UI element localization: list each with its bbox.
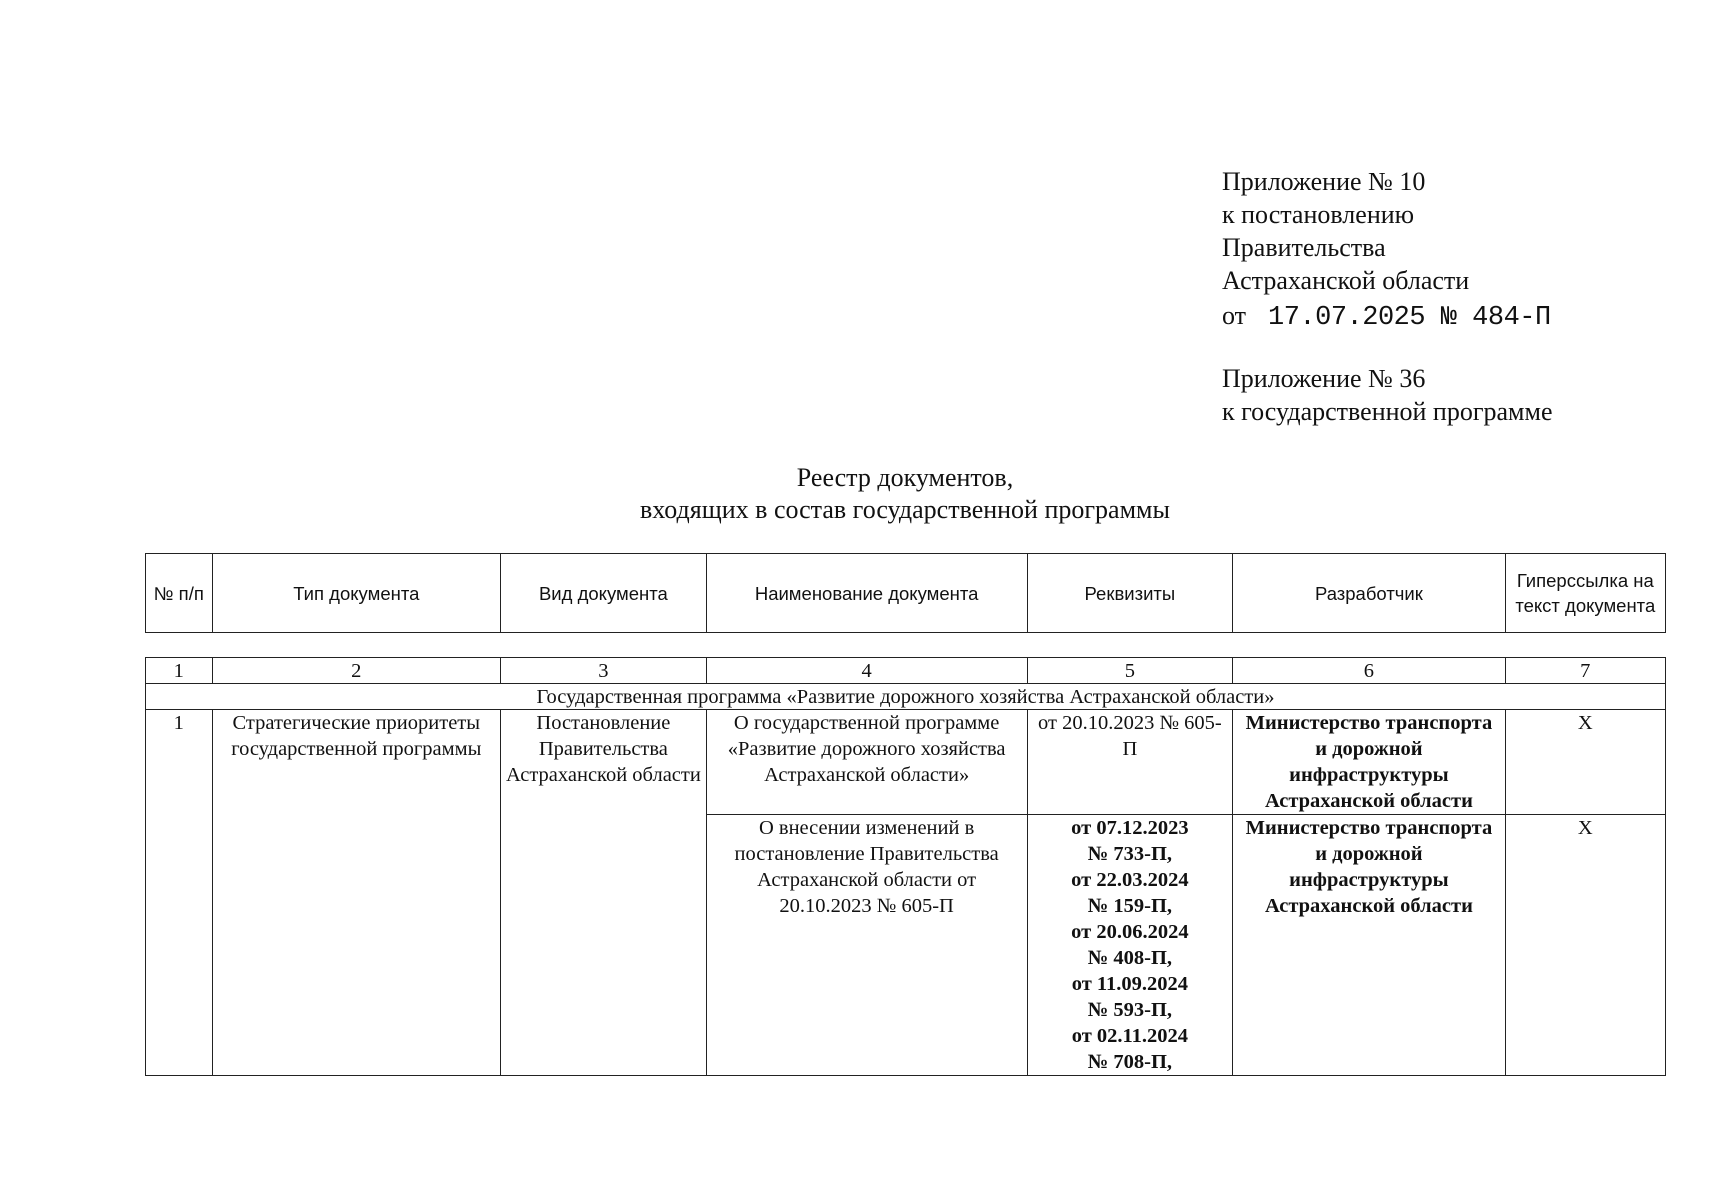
table-row	[146, 710, 1666, 815]
details-line: № 408-П,	[1087, 947, 1173, 969]
annex-line: к государственной программе	[1222, 397, 1553, 426]
column-number: 2	[212, 658, 500, 684]
section-row	[146, 684, 1666, 710]
column-number: 4	[706, 658, 1027, 684]
annex-program-block	[1222, 362, 1553, 428]
document-details	[1027, 815, 1233, 1076]
annex-line: Правительства	[1222, 233, 1386, 262]
annex-line: Приложение № 36	[1222, 364, 1426, 393]
section-title: Государственная программа «Развитие дорожного хозяйства Астраханской области»	[146, 684, 1666, 710]
document-developer: Министерство транспорта и дорожной инфраструктуры Астраханской области	[1233, 710, 1505, 815]
document-name: О государственной программе «Развитие дорожного хозяйства Астраханской области»	[706, 710, 1027, 815]
details-line: от 02.11.2024	[1071, 1025, 1189, 1047]
details-line: № 708-П,	[1087, 1051, 1173, 1073]
details-line: от 11.09.2024	[1071, 973, 1189, 995]
details-line: от 07.12.2023	[1071, 817, 1189, 839]
header-cell: Вид документа	[501, 554, 707, 633]
document-link: Х	[1505, 815, 1665, 1076]
header-cell: Разработчик	[1233, 554, 1505, 633]
document-link: Х	[1505, 710, 1665, 815]
header-cell: № п/п	[146, 554, 213, 633]
column-number: 7	[1505, 658, 1665, 684]
annex-line: Приложение № 10	[1222, 167, 1426, 196]
header-cell: Наименование документа	[706, 554, 1027, 633]
resolution-date-number: 17.07.2025 № 484-П	[1268, 303, 1551, 333]
row-number: 1	[146, 710, 213, 1076]
annex-line: Астраханской области	[1222, 266, 1470, 295]
header-cell: Гиперссылка на текст документа	[1505, 554, 1665, 633]
column-number: 1	[146, 658, 213, 684]
column-number: 3	[501, 658, 707, 684]
annex-line: к постановлению	[1222, 200, 1415, 229]
header-table	[145, 553, 1666, 633]
column-number-row	[146, 658, 1666, 684]
details-line: № 733-П,	[1087, 843, 1173, 865]
column-number: 5	[1027, 658, 1233, 684]
header-cell: Реквизиты	[1027, 554, 1233, 633]
document-developer: Министерство транспорта и дорожной инфраструктуры Астраханской области	[1233, 815, 1505, 1076]
document-type: Стратегические приоритеты государственной программы	[212, 710, 500, 1076]
document-title	[0, 462, 1710, 526]
registry-table	[145, 657, 1666, 1076]
annex-date-line	[1222, 299, 1551, 335]
details-line: от 22.03.2024	[1071, 869, 1189, 891]
details-line: № 593-П,	[1087, 999, 1173, 1021]
details-line: № 159-П,	[1087, 895, 1173, 917]
header-cell: Тип документа	[212, 554, 500, 633]
details-line: от 20.06.2024	[1071, 921, 1189, 943]
annex-block	[1222, 165, 1551, 335]
document-details: от 20.10.2023 № 605-П	[1027, 710, 1233, 815]
document-kind: Постановление Правительства Астраханской области	[501, 710, 707, 1076]
title-line: входящих в состав государственной программы	[640, 495, 1170, 524]
column-number: 6	[1233, 658, 1505, 684]
date-prefix: от	[1222, 301, 1247, 330]
title-line: Реестр документов,	[796, 463, 1014, 492]
document-name: О внесении изменений в постановление Правительства Астраханской области от 20.10.2023 № 605-П	[706, 815, 1027, 1076]
